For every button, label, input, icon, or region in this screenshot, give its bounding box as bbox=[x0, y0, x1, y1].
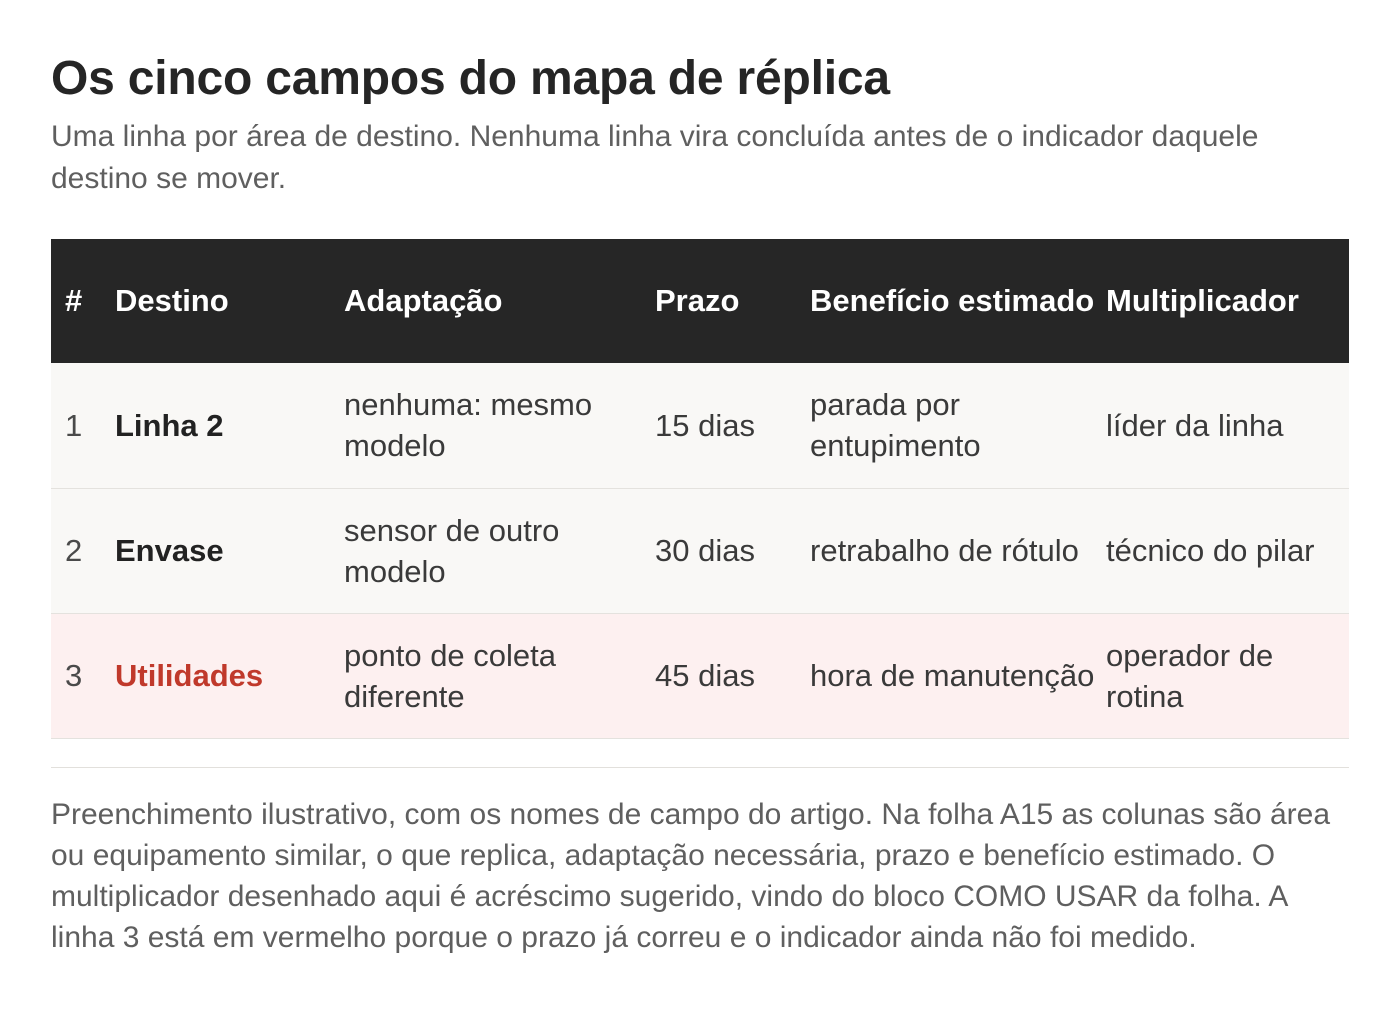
table-row bbox=[51, 488, 1349, 613]
row-prazo: 45 dias bbox=[655, 658, 755, 693]
row-prazo: 30 dias bbox=[655, 533, 755, 568]
row-num: 1 bbox=[65, 407, 83, 443]
header-multiplicador: Multiplicador bbox=[1106, 283, 1299, 318]
row-beneficio: parada por entupimento bbox=[810, 387, 981, 464]
row-num: 3 bbox=[65, 658, 83, 693]
row-multiplicador: líder da linha bbox=[1106, 407, 1284, 443]
row-beneficio: retrabalho de rótulo bbox=[810, 533, 1079, 568]
row-multiplicador: técnico do pilar bbox=[1106, 533, 1315, 568]
row-num: 2 bbox=[65, 533, 83, 568]
row-beneficio: hora de manutenção bbox=[810, 658, 1095, 693]
row-adaptacao: sensor de outro modelo bbox=[344, 512, 560, 589]
header-prazo: Prazo bbox=[655, 283, 740, 318]
row-multiplicador: operador de rotina bbox=[1106, 637, 1274, 714]
row-destino: Utilidades bbox=[115, 658, 264, 693]
row-adaptacao: ponto de coleta diferente bbox=[344, 637, 557, 714]
divider bbox=[51, 767, 1349, 768]
row-adaptacao: nenhuma: mesmo modelo bbox=[344, 387, 593, 464]
table-header-row bbox=[51, 239, 1349, 363]
footnote: Preenchimento ilustrativo, com os nomes de campo do artigo. Na folha A15 as colunas são área ou equipamento similar, o que replica, adaptação necessária, prazo e benefício estimado. O multiplicador desenhado aqui é acréscimo sugerido, vindo do bloco COMO USAR da folha. A linha 3 está em vermelho porque o prazo já correu e o indicador ainda não foi medido. bbox=[51, 797, 1331, 954]
header-destino: Destino bbox=[115, 283, 229, 318]
page-title: Os cinco campos do mapa de réplica bbox=[51, 52, 890, 105]
header-beneficio: Benefício estimado bbox=[810, 283, 1095, 318]
row-destino: Envase bbox=[115, 533, 224, 568]
table-row bbox=[51, 613, 1349, 738]
table-row bbox=[51, 363, 1349, 488]
page-subtitle: Uma linha por área de destino. Nenhuma linha vira concluída antes de o indicador daquele destino se mover. bbox=[51, 120, 1259, 195]
row-prazo: 15 dias bbox=[655, 407, 755, 443]
header-num: # bbox=[65, 283, 83, 318]
replica-map-table bbox=[51, 239, 1349, 739]
header-adaptacao: Adaptação bbox=[344, 283, 503, 318]
row-destino: Linha 2 bbox=[115, 407, 224, 443]
